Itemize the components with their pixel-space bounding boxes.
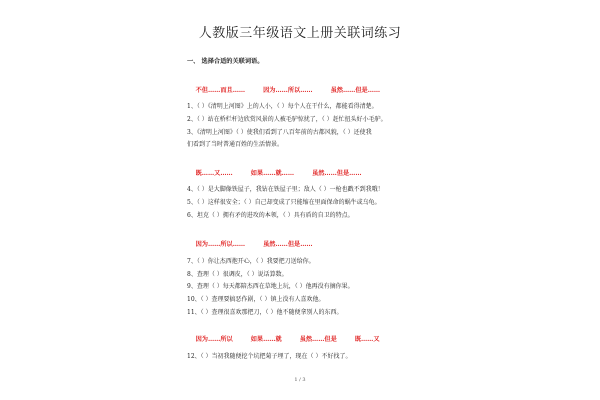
page-title: 人教版三年级语文上册关联词练习 xyxy=(198,26,402,41)
question-6: 6、坦克（ ）拥有矛的进攻的本领，（ ）具有盾的自卫的特点。 xyxy=(187,212,354,219)
question-3-continued: 们看到了当时普通百姓的生活情景。 xyxy=(187,141,284,148)
word-bank-1 xyxy=(187,78,398,101)
question-10: 10、（ ）查理要搞恶作剧，（ ）镇上没有人喜欢他。 xyxy=(187,296,325,303)
word-bank-item: 不但……而且…… xyxy=(195,87,246,94)
word-bank-item: 虽然……但是…… xyxy=(312,170,362,177)
question-3: 3、《清明上河图》（ ）使我们看到了八百年前的古都风貌，（ ）还使我 xyxy=(187,129,372,136)
word-bank-item: 既……又 xyxy=(354,336,380,343)
word-bank-item: 虽然……但是 xyxy=(299,336,337,343)
question-11: 11、（ ）查理很喜欢那把刀，（ ）他不随便拿别人的东西。 xyxy=(187,309,343,316)
word-bank-item: 虽然……但是…… xyxy=(263,241,313,248)
question-2: 2、（ ）站在桥栏杆边欣赏风景的人被毛驴惊扰了，（ ）赶忙扭头好小毛驴。 xyxy=(187,116,387,123)
question-8: 8、查理（ ）很调皮，（ ）说话算数。 xyxy=(187,271,288,278)
word-bank-item: 因为……所以…… xyxy=(263,87,313,94)
word-bank-item: 因为……所以 xyxy=(195,336,233,343)
page-number: 1 / 3 xyxy=(294,377,306,383)
section-heading: 一、 选择合适的关联词语。 xyxy=(187,58,264,65)
word-bank-item: 如果……就…… xyxy=(250,170,295,177)
question-5: 5、（ ）这样很安全；（ ）自己却变成了只能缩在里面保命的蜗牛或乌龟。 xyxy=(187,199,381,206)
word-bank-3 xyxy=(187,232,331,255)
question-12: 12、（ ）当初我随便挖个坑把菊子埋了，现在（ ）不好找了。 xyxy=(187,353,352,360)
question-9: 9、查理（ ）每天都陪杰西在草地上玩，（ ）他再没有摘你果。 xyxy=(187,283,354,290)
word-bank-item: 因为……所以…… xyxy=(195,241,246,248)
question-1: 1、（ ）《清明上河图》上的人小，（ ）每个人在干什么，都能看得清楚。 xyxy=(187,103,378,110)
word-bank-item: 既……又…… xyxy=(195,170,233,177)
question-4: 4、（ ）是大脚像铁屋子，我钻在铁屋子里；敌人（ ）一枪也戳不到我哦！ xyxy=(187,186,384,193)
word-bank-item: 虽然……但是…… xyxy=(330,87,381,94)
word-bank-2 xyxy=(187,161,380,184)
question-7: 7、（ ）你让杰西抱开心，（ ）我要把刀送给你。 xyxy=(187,258,315,265)
word-bank-item: 如果……就 xyxy=(250,336,282,343)
word-bank-4 xyxy=(187,327,398,350)
